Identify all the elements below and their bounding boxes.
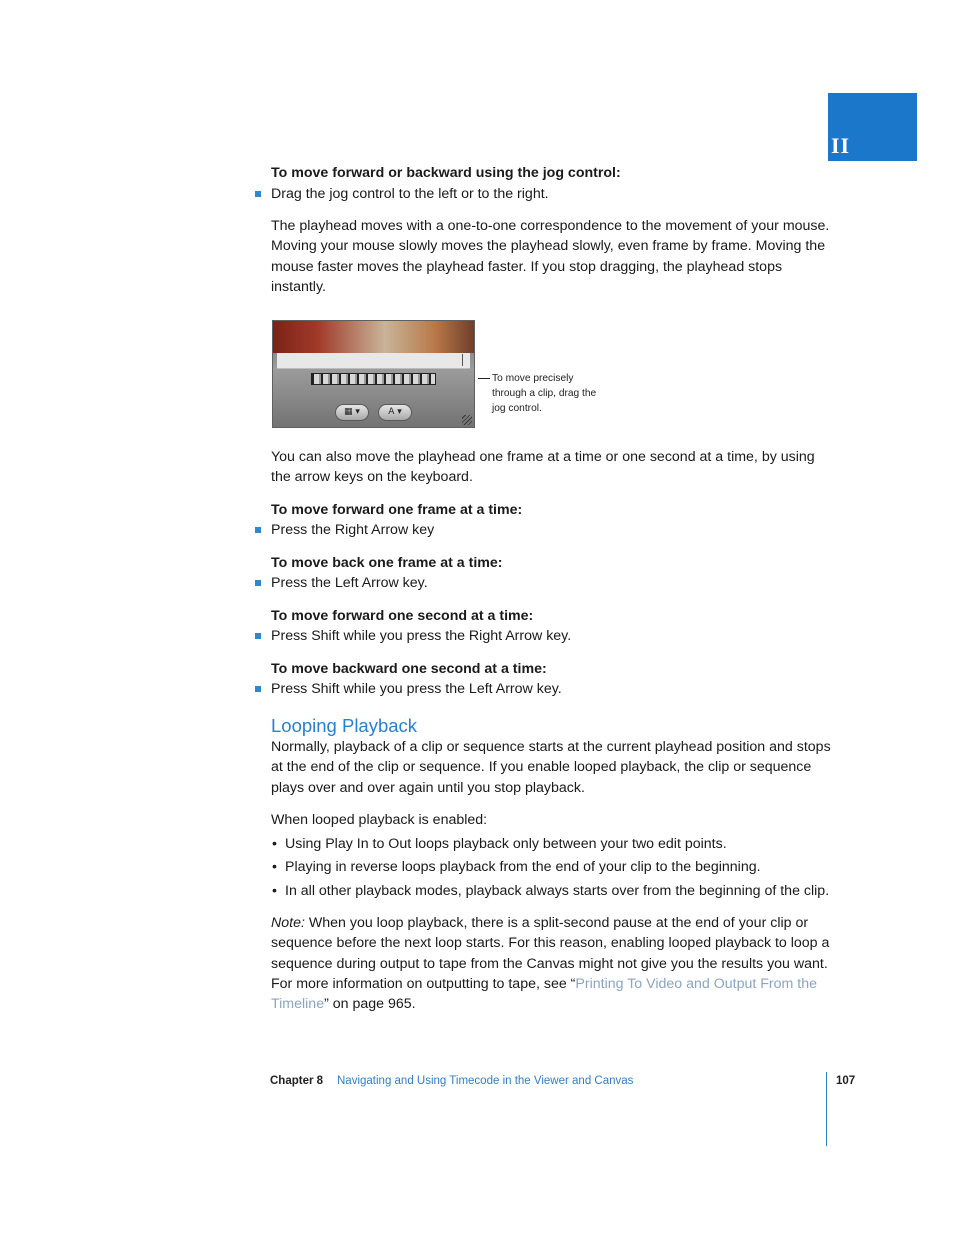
task-step-text: Press the Left Arrow key. — [271, 575, 428, 591]
footer-chapter: Chapter 8 — [270, 1075, 324, 1087]
task-step — [271, 520, 831, 540]
jog-heading: To move forward or backward using the jog control: — [271, 165, 621, 181]
task-step — [271, 679, 831, 699]
video-frame — [273, 321, 475, 353]
footer-chapter-title[interactable]: Navigating and Using Timecode in the Viewer and Canvas — [337, 1075, 634, 1087]
jog-bullet — [271, 184, 831, 204]
section-heading: Looping Playback — [271, 715, 418, 736]
square-bullet-icon — [255, 633, 261, 639]
section-tab-label: II — [831, 133, 851, 158]
task-step-text: Press the Right Arrow key — [271, 522, 435, 538]
viewer-jog-screenshot — [272, 320, 475, 428]
arrow-paragraph: You can also move the playhead one frame at a time or one second at a time, by using the arrow keys on the keyboard. — [271, 449, 815, 486]
task-step — [271, 626, 831, 646]
cross-reference-link[interactable]: Printing To Video and Output From the Timeline — [271, 975, 818, 1013]
square-bullet-icon — [255, 686, 261, 692]
note-paragraph — [271, 913, 831, 1014]
square-bullet-icon — [255, 580, 261, 586]
task-heading: To move forward one frame at a time: — [271, 502, 523, 518]
scrubber-bar — [277, 353, 470, 369]
looping-intro: Normally, playback of a clip or sequence starts at the current playhead position and stops at the end of the clip or sequence. If you enable looped playback, the clip or sequence plays over and over again until you stop playback. — [271, 739, 831, 796]
list-item-text: In all other playback modes, playback always starts over from the beginning of the clip. — [285, 883, 830, 899]
jog-paragraph: The playhead moves with a one-to-one correspondence to the movement of your mouse. Moving your mouse slowly moves the playhead slowly, even frame by frame. Moving the mouse faster moves the playhead faster. If you stop dragging, the playhead stops instantly. — [271, 218, 830, 295]
note-label: Note: — [271, 915, 305, 931]
bullet-dot: • — [272, 836, 277, 852]
task-step-text: Press Shift while you press the Left Arrow key. — [271, 681, 562, 697]
resize-handle-icon[interactable] — [462, 415, 472, 425]
marker-popup-button[interactable]: A ▾ — [378, 404, 412, 421]
footer-divider — [826, 1072, 827, 1146]
looping-enabled-label: When looped playback is enabled: — [271, 812, 488, 828]
task-step — [271, 573, 831, 593]
bullet-dot: • — [272, 859, 277, 875]
page-number: 107 — [836, 1075, 856, 1087]
section-tab — [828, 93, 917, 161]
list-item-text: Using Play In to Out loops playback only between your two edit points. — [285, 836, 727, 852]
note-tail: ” on page 965. — [324, 996, 416, 1013]
task-heading: To move backward one second at a time: — [271, 661, 547, 677]
square-bullet-icon — [255, 527, 261, 533]
bullet-dot: • — [272, 883, 277, 899]
square-bullet-icon — [255, 191, 261, 197]
callout-line — [478, 378, 490, 379]
figure-callout: To move precisely through a clip, drag the jog control. — [492, 373, 597, 414]
list-item-text: Playing in reverse loops playback from the end of your clip to the beginning. — [285, 859, 761, 875]
list-item — [272, 881, 835, 901]
list-item — [272, 857, 835, 877]
list-item — [272, 834, 835, 854]
playhead-marker — [462, 354, 463, 366]
jog-bullet-text: Drag the jog control to the left or to the right. — [271, 186, 549, 202]
task-heading: To move back one frame at a time: — [271, 555, 503, 571]
task-heading: To move forward one second at a time: — [271, 608, 534, 624]
note-text: When you loop playback, there is a split-second pause at the end of your clip or sequence before the next loop starts. For this reason, enabling looped playback to loop a sequence during output to tape from the Canvas might not give you the results you want. For more information on outputting to tape, see “ — [271, 915, 830, 992]
overlay-popup-button[interactable]: ▦ ▾ — [335, 404, 369, 421]
task-step-text: Press Shift while you press the Right Arrow key. — [271, 628, 572, 644]
jog-control[interactable] — [311, 373, 436, 385]
